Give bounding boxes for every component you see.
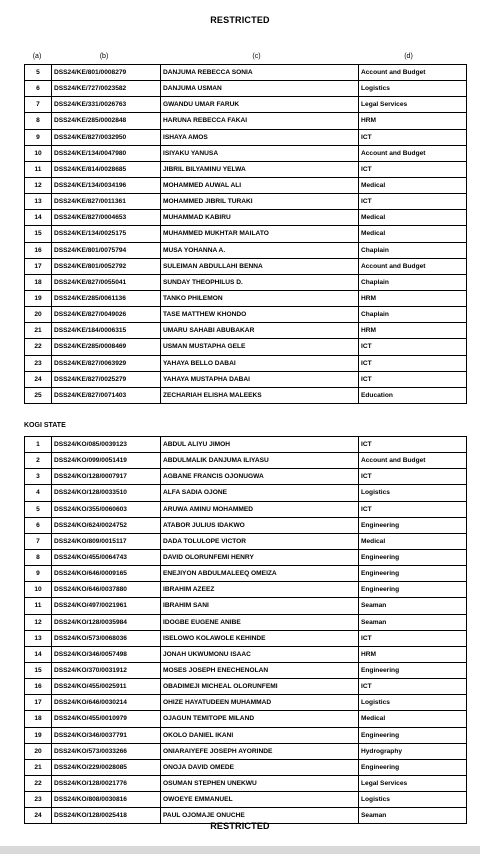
name-cell: DANJUMA REBECCA SONIA xyxy=(161,65,359,81)
table-row xyxy=(25,517,467,533)
name-cell: ABDULMALIK DANJUMA ILIYASU xyxy=(161,453,359,469)
name-cell: ABDUL ALIYU JIMOH xyxy=(161,437,359,453)
department-cell: Seaman xyxy=(359,614,467,630)
name-cell: ISIYAKU YANUSA xyxy=(161,145,359,161)
kogi-candidates-table xyxy=(24,436,467,824)
table-row xyxy=(25,81,467,97)
name-cell: SULEIMAN ABDULLAHI BENNA xyxy=(161,258,359,274)
serial-number-cell: 23 xyxy=(25,355,52,371)
department-cell: Legal Services xyxy=(359,97,467,113)
table-row xyxy=(25,242,467,258)
registration-number-cell: DSS24/KE/184/0006315 xyxy=(52,323,161,339)
serial-number-cell: 8 xyxy=(25,549,52,565)
name-cell: IDOGBE EUGENE ANIBE xyxy=(161,614,359,630)
table-row xyxy=(25,533,467,549)
department-cell: Account and Budget xyxy=(359,453,467,469)
name-cell: MOHAMMED AUWAL ALI xyxy=(161,177,359,193)
classification-footer: RESTRICTED xyxy=(210,821,270,831)
table-row xyxy=(25,662,467,678)
serial-number-cell: 6 xyxy=(25,517,52,533)
name-cell: DADA TOLULOPE VICTOR xyxy=(161,533,359,549)
registration-number-cell: DSS24/KE/827/0049026 xyxy=(52,307,161,323)
registration-number-cell: DSS24/KO/085/0039123 xyxy=(52,437,161,453)
registration-number-cell: DSS24/KE/801/0075794 xyxy=(52,242,161,258)
table-row xyxy=(25,695,467,711)
serial-number-cell: 14 xyxy=(25,646,52,662)
department-cell: ICT xyxy=(359,371,467,387)
serial-number-cell: 10 xyxy=(25,145,52,161)
serial-number-cell: 6 xyxy=(25,81,52,97)
name-cell: YAHAYA MUSTAPHA DABAI xyxy=(161,371,359,387)
table-row xyxy=(25,437,467,453)
registration-number-cell: DSS24/KO/128/0007917 xyxy=(52,469,161,485)
table-row xyxy=(25,274,467,290)
name-cell: ISHAYA AMOS xyxy=(161,129,359,145)
department-cell: HRM xyxy=(359,290,467,306)
table-row xyxy=(25,290,467,306)
serial-number-cell: 16 xyxy=(25,242,52,258)
name-cell: IBRAHIM AZEEZ xyxy=(161,582,359,598)
table-row xyxy=(25,355,467,371)
department-cell: HRM xyxy=(359,113,467,129)
serial-number-cell: 24 xyxy=(25,371,52,387)
registration-number-cell: DSS24/KE/801/0008279 xyxy=(52,65,161,81)
table-row xyxy=(25,97,467,113)
table-row xyxy=(25,775,467,791)
department-cell: Hydrography xyxy=(359,743,467,759)
department-cell: Engineering xyxy=(359,582,467,598)
table-row xyxy=(25,323,467,339)
name-cell: OWOEYE EMMANUEL xyxy=(161,792,359,808)
registration-number-cell: DSS24/KE/827/0063929 xyxy=(52,355,161,371)
serial-number-cell: 4 xyxy=(25,485,52,501)
serial-number-cell: 9 xyxy=(25,566,52,582)
name-cell: ZECHARIAH ELISHA MALEEKS xyxy=(161,387,359,403)
department-cell: Logistics xyxy=(359,792,467,808)
registration-number-cell: DSS24/KE/827/0011361 xyxy=(52,194,161,210)
table-row xyxy=(25,759,467,775)
table-row xyxy=(25,598,467,614)
department-cell: ICT xyxy=(359,501,467,517)
name-cell: DANJUMA USMAN xyxy=(161,81,359,97)
name-cell: TANKO PHILEMON xyxy=(161,290,359,306)
viewer-bottom-bar xyxy=(0,846,480,854)
name-cell: GWANDU UMAR FARUK xyxy=(161,97,359,113)
registration-number-cell: DSS24/KO/346/0057498 xyxy=(52,646,161,662)
serial-number-cell: 17 xyxy=(25,258,52,274)
serial-number-cell: 19 xyxy=(25,727,52,743)
table-row xyxy=(25,453,467,469)
registration-number-cell: DSS24/KE/814/0028685 xyxy=(52,161,161,177)
serial-number-cell: 16 xyxy=(25,679,52,695)
name-cell: HARUNA REBECCA FAKAI xyxy=(161,113,359,129)
name-cell: OKOLO DANIEL IKANI xyxy=(161,727,359,743)
department-cell: Chaplain xyxy=(359,307,467,323)
column-header-d: (d) xyxy=(404,53,413,60)
registration-number-cell: DSS24/KO/809/0015117 xyxy=(52,533,161,549)
department-cell: Medical xyxy=(359,177,467,193)
name-cell: OSUMAN STEPHEN UNEKWU xyxy=(161,775,359,791)
department-cell: ICT xyxy=(359,194,467,210)
serial-number-cell: 20 xyxy=(25,307,52,323)
name-cell: MUHAMMED MUKHTAR MAILATO xyxy=(161,226,359,242)
registration-number-cell: DSS24/KO/573/0068036 xyxy=(52,630,161,646)
table-row xyxy=(25,129,467,145)
name-cell: MOSES JOSEPH ENECHENOLAN xyxy=(161,662,359,678)
table-row xyxy=(25,549,467,565)
table-row xyxy=(25,177,467,193)
classification-header: RESTRICTED xyxy=(210,15,270,25)
name-cell: TASE MATTHEW KHONDO xyxy=(161,307,359,323)
column-header-c: (c) xyxy=(252,53,261,60)
serial-number-cell: 3 xyxy=(25,469,52,485)
name-cell: JONAH UKWUMONU ISAAC xyxy=(161,646,359,662)
kebbi-candidates-table xyxy=(24,64,467,404)
registration-number-cell: DSS24/KE/134/0047980 xyxy=(52,145,161,161)
registration-number-cell: DSS24/KO/128/0021776 xyxy=(52,775,161,791)
table-row xyxy=(25,371,467,387)
column-header-b: (b) xyxy=(99,53,109,60)
name-cell: ONIARAIYEFE JOSEPH AYORINDE xyxy=(161,743,359,759)
department-cell: Logistics xyxy=(359,81,467,97)
registration-number-cell: DSS24/KO/455/0064743 xyxy=(52,549,161,565)
serial-number-cell: 14 xyxy=(25,210,52,226)
department-cell: ICT xyxy=(359,355,467,371)
table-row xyxy=(25,145,467,161)
serial-number-cell: 8 xyxy=(25,113,52,129)
table-row xyxy=(25,614,467,630)
registration-number-cell: DSS24/KO/573/0033266 xyxy=(52,743,161,759)
serial-number-cell: 22 xyxy=(25,339,52,355)
registration-number-cell: DSS24/KE/827/0071403 xyxy=(52,387,161,403)
name-cell: YAHAYA BELLO DABAI xyxy=(161,355,359,371)
registration-number-cell: DSS24/KO/128/0035984 xyxy=(52,614,161,630)
department-cell: Engineering xyxy=(359,549,467,565)
registration-number-cell: DSS24/KO/808/0030816 xyxy=(52,792,161,808)
department-cell: Engineering xyxy=(359,662,467,678)
department-cell: ICT xyxy=(359,469,467,485)
name-cell: ARUWA AMINU MOHAMMED xyxy=(161,501,359,517)
table-row xyxy=(25,339,467,355)
name-cell: SUNDAY THEOPHILUS D. xyxy=(161,274,359,290)
serial-number-cell: 11 xyxy=(25,598,52,614)
department-cell: ICT xyxy=(359,437,467,453)
department-cell: Chaplain xyxy=(359,242,467,258)
table-row xyxy=(25,646,467,662)
department-cell: Medical xyxy=(359,533,467,549)
name-cell: ONOJA DAVID OMEDE xyxy=(161,759,359,775)
name-cell: MUSA YOHANNA A. xyxy=(161,242,359,258)
registration-number-cell: DSS24/KO/455/0010979 xyxy=(52,711,161,727)
serial-number-cell: 7 xyxy=(25,533,52,549)
department-cell: HRM xyxy=(359,323,467,339)
serial-number-cell: 13 xyxy=(25,194,52,210)
department-cell: Account and Budget xyxy=(359,145,467,161)
registration-number-cell: DSS24/KO/646/0009165 xyxy=(52,566,161,582)
name-cell: ATABOR JULIUS IDAKWO xyxy=(161,517,359,533)
registration-number-cell: DSS24/KE/134/0025175 xyxy=(52,226,161,242)
department-cell: Logistics xyxy=(359,485,467,501)
department-cell: Seaman xyxy=(359,598,467,614)
serial-number-cell: 10 xyxy=(25,582,52,598)
table-row xyxy=(25,711,467,727)
name-cell: ISELOWO KOLAWOLE KEHINDE xyxy=(161,630,359,646)
serial-number-cell: 9 xyxy=(25,129,52,145)
registration-number-cell: DSS24/KE/285/0002848 xyxy=(52,113,161,129)
registration-number-cell: DSS24/KO/646/0030214 xyxy=(52,695,161,711)
department-cell: ICT xyxy=(359,161,467,177)
serial-number-cell: 18 xyxy=(25,711,52,727)
registration-number-cell: DSS24/KO/229/0028085 xyxy=(52,759,161,775)
table-row xyxy=(25,113,467,129)
name-cell: MUHAMMAD KABIRU xyxy=(161,210,359,226)
department-cell: Medical xyxy=(359,226,467,242)
name-cell: USMAN MUSTAPHA GELE xyxy=(161,339,359,355)
name-cell: OHIZE HAYATUDEEN MUHAMMAD xyxy=(161,695,359,711)
department-cell: ICT xyxy=(359,679,467,695)
department-cell: Chaplain xyxy=(359,274,467,290)
table-row xyxy=(25,469,467,485)
registration-number-cell: DSS24/KE/285/0008469 xyxy=(52,339,161,355)
department-cell: Account and Budget xyxy=(359,65,467,81)
registration-number-cell: DSS24/KO/455/0025911 xyxy=(52,679,161,695)
name-cell: OJAGUN TEMITOPE MILAND xyxy=(161,711,359,727)
serial-number-cell: 11 xyxy=(25,161,52,177)
table-row xyxy=(25,226,467,242)
department-cell: ICT xyxy=(359,630,467,646)
department-cell: Medical xyxy=(359,210,467,226)
name-cell: DAVID OLORUNFEMI HENRY xyxy=(161,549,359,565)
department-cell: Seaman xyxy=(359,808,467,824)
name-cell: ALFA SADIA OJONE xyxy=(161,485,359,501)
registration-number-cell: DSS24/KO/128/0033510 xyxy=(52,485,161,501)
department-cell: Medical xyxy=(359,711,467,727)
registration-number-cell: DSS24/KE/801/0052792 xyxy=(52,258,161,274)
serial-number-cell: 18 xyxy=(25,274,52,290)
table-row xyxy=(25,743,467,759)
table-row xyxy=(25,210,467,226)
table-row xyxy=(25,792,467,808)
serial-number-cell: 5 xyxy=(25,501,52,517)
table-row xyxy=(25,258,467,274)
registration-number-cell: DSS24/KO/346/0037791 xyxy=(52,727,161,743)
name-cell: PAUL OJOMAJE ONUCHE xyxy=(161,808,359,824)
column-headers xyxy=(24,53,462,63)
table-row xyxy=(25,307,467,323)
kogi-state-heading: KOGI STATE xyxy=(24,422,66,429)
table-row xyxy=(25,566,467,582)
department-cell: Engineering xyxy=(359,759,467,775)
table-row xyxy=(25,387,467,403)
serial-number-cell: 2 xyxy=(25,453,52,469)
serial-number-cell: 13 xyxy=(25,630,52,646)
registration-number-cell: DSS24/KE/827/0032950 xyxy=(52,129,161,145)
registration-number-cell: DSS24/KE/827/0004653 xyxy=(52,210,161,226)
registration-number-cell: DSS24/KO/099/0051419 xyxy=(52,453,161,469)
table-row xyxy=(25,161,467,177)
serial-number-cell: 5 xyxy=(25,65,52,81)
department-cell: Education xyxy=(359,387,467,403)
table-row xyxy=(25,727,467,743)
table-row xyxy=(25,485,467,501)
registration-number-cell: DSS24/KO/497/0021961 xyxy=(52,598,161,614)
serial-number-cell: 7 xyxy=(25,97,52,113)
registration-number-cell: DSS24/KO/355/0060603 xyxy=(52,501,161,517)
name-cell: UMARU SAHABI ABUBAKAR xyxy=(161,323,359,339)
serial-number-cell: 15 xyxy=(25,662,52,678)
serial-number-cell: 12 xyxy=(25,614,52,630)
registration-number-cell: DSS24/KO/370/0031912 xyxy=(52,662,161,678)
serial-number-cell: 21 xyxy=(25,759,52,775)
department-cell: HRM xyxy=(359,646,467,662)
serial-number-cell: 19 xyxy=(25,290,52,306)
serial-number-cell: 21 xyxy=(25,323,52,339)
registration-number-cell: DSS24/KE/331/0026763 xyxy=(52,97,161,113)
serial-number-cell: 24 xyxy=(25,808,52,824)
registration-number-cell: DSS24/KE/727/0023582 xyxy=(52,81,161,97)
serial-number-cell: 1 xyxy=(25,437,52,453)
table-row xyxy=(25,65,467,81)
serial-number-cell: 20 xyxy=(25,743,52,759)
serial-number-cell: 23 xyxy=(25,792,52,808)
department-cell: Account and Budget xyxy=(359,258,467,274)
serial-number-cell: 22 xyxy=(25,775,52,791)
table-row xyxy=(25,630,467,646)
table-row xyxy=(25,582,467,598)
serial-number-cell: 15 xyxy=(25,226,52,242)
name-cell: AGBANE FRANCIS OJONUGWA xyxy=(161,469,359,485)
department-cell: ICT xyxy=(359,129,467,145)
department-cell: Logistics xyxy=(359,695,467,711)
department-cell: ICT xyxy=(359,339,467,355)
name-cell: ENEJIYON ABDULMALEEQ OMEIZA xyxy=(161,566,359,582)
table-row xyxy=(25,194,467,210)
name-cell: IBRAHIM SANI xyxy=(161,598,359,614)
name-cell: MOHAMMED JIBRIL TURAKI xyxy=(161,194,359,210)
registration-number-cell: DSS24/KO/646/0037880 xyxy=(52,582,161,598)
department-cell: Engineering xyxy=(359,727,467,743)
registration-number-cell: DSS24/KE/134/0034196 xyxy=(52,177,161,193)
registration-number-cell: DSS24/KE/827/0055041 xyxy=(52,274,161,290)
department-cell: Legal Services xyxy=(359,775,467,791)
registration-number-cell: DSS24/KO/624/0024752 xyxy=(52,517,161,533)
table-row xyxy=(25,679,467,695)
table-row xyxy=(25,501,467,517)
column-header-a: (a) xyxy=(32,53,42,60)
registration-number-cell: DSS24/KO/128/0025418 xyxy=(52,808,161,824)
serial-number-cell: 25 xyxy=(25,387,52,403)
department-cell: Engineering xyxy=(359,566,467,582)
serial-number-cell: 17 xyxy=(25,695,52,711)
serial-number-cell: 12 xyxy=(25,177,52,193)
name-cell: OBADIMEJI MICHEAL OLORUNFEMI xyxy=(161,679,359,695)
registration-number-cell: DSS24/KE/285/0061136 xyxy=(52,290,161,306)
department-cell: Engineering xyxy=(359,517,467,533)
registration-number-cell: DSS24/KE/827/0025279 xyxy=(52,371,161,387)
name-cell: JIBRIL BILYAMINU YELWA xyxy=(161,161,359,177)
